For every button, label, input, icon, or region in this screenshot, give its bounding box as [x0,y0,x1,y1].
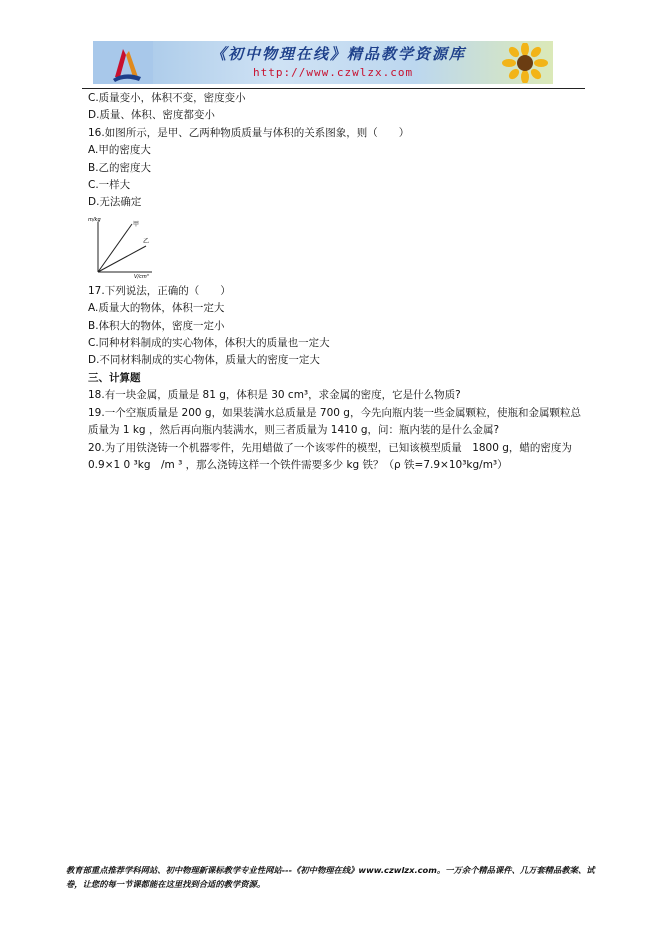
header-banner [93,41,553,84]
document-body [88,90,588,474]
graph-line-yi [98,246,146,272]
banner-url[interactable]: http://www.czwlzx.com [253,66,414,79]
q17-stem: 17.下列说法，正确的（ ） [88,284,231,297]
section-title: 三、计算题 [88,371,141,384]
q16-stem: 16.如图所示，是甲、乙两种物质质量与体积的关系图象，则（ ） [88,126,410,139]
q16-option-d: D.无法确定 [88,196,142,209]
logo-icon [93,41,153,84]
graph-series-yi: 乙 [143,237,150,245]
q15-option-c: C.质量变小，体积不变，密度变小 [88,92,246,104]
mass-volume-graph [88,216,158,280]
header-rule [82,88,585,89]
q16-option-c: C.一样大 [88,179,131,192]
q19-stem: 19.一个空瓶质量是 200 g，如果装满水总质量是 700 g，今先向瓶内装一些金属颗粒，使瓶和金属颗粒总质量为 1 kg ，然后再向瓶内装满水，则三者质量为 1410 g，问：瓶内装的是什么金属? [88,406,581,437]
page-footer: 教育部重点推荐学科网站、初中物理新课标教学专业性网站---《初中物理在线》www.czwlzx.com。一万余个精品课件、几万套精品教案、试卷，让您的每一节课都能在这里找到合适的教学资源。 [66,865,595,889]
q17-option-d: D.不同材料制成的实心物体，质量大的密度一定大 [88,354,320,367]
banner-title: 《初中物理在线》精品教学资源库 [211,45,467,63]
q17-option-a: A.质量大的物体，体积一定大 [88,302,225,315]
q16-option-a: A.甲的密度大 [88,144,151,157]
q17-option-c: C.同种材料制成的实心物体，体积大的质量也一定大 [88,337,330,350]
graph-series-jia: 甲 [133,220,140,228]
graph-x-label: V/cm³ [134,273,149,280]
sunflower-icon [501,43,549,83]
graph-line-jia [98,224,132,272]
graph-y-label: m/kg [88,216,101,223]
q16-option-b: B.乙的密度大 [88,161,152,174]
q17-option-b: B.体积大的物体，密度一定小 [88,319,225,332]
q18-stem: 18.有一块金属，质量是 81 g，体积是 30 cm³，求金属的密度，它是什么物质? [88,389,461,402]
q15-option-d: D.质量、体积、密度都变小 [88,109,215,122]
q20-stem: 20.为了用铁浇铸一个机器零件，先用蜡做了一个该零件的模型，已知该模型质量 1800 g，蜡的密度为 0.9×1 0 ³kg /m ³ ，那么浇铸这样一个铁件需要多少 kg 铁？（ρ 铁=7.9×10³kg/m³） [88,441,572,471]
